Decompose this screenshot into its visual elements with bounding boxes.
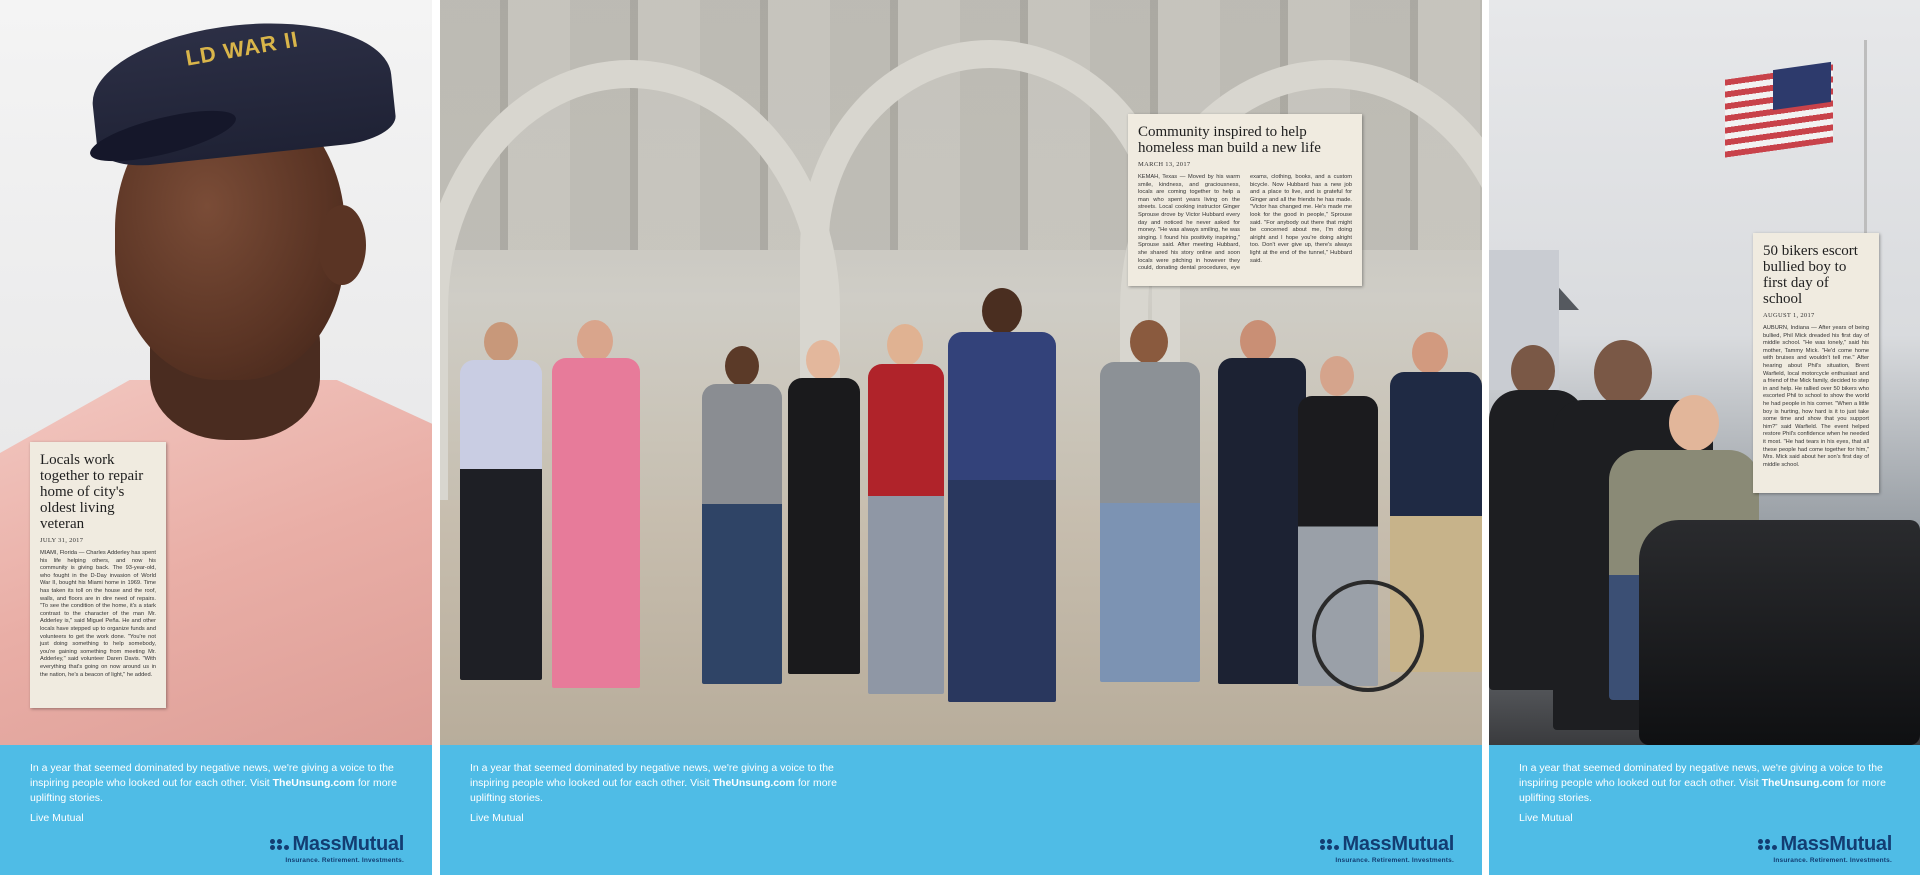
ad-panel-community [440, 0, 1482, 875]
unsung-link: TheUnsung.com [272, 777, 355, 789]
veteran-photo [0, 0, 432, 745]
massmutual-logo: MassMutual Insurance. Retirement. Investments. [1320, 833, 1454, 864]
clipping-date: JULY 31, 2017 [40, 537, 84, 544]
ad-footer [1489, 745, 1920, 875]
clipping-body: AUBURN, Indiana — After years of being bullied, Phil Mick dreaded his first day of middle school. "He was lonely," said his mother, Tammy Mick. "He'd come home with bruises and wouldn't tell me." After hearing about Phil's situation, Brent Warfield, local motorcycle enthusiast and a friend of the Mick family, decided to step in and help. He rallied over 50 bikers who escorted Phil to school to show the world he had people in his corner. "When a little boy is hurting, how hard is it to just take some time and show that you support him?" said Warfield. The event helped restore Phil's confidence when he needed it most. "He had tears in his eyes, that all these people had come together for him," Mrs. Mick said about her son's first day of middle school. [1763, 325, 1869, 468]
community-group-photo [440, 0, 1482, 745]
bikers-photo [1489, 0, 1920, 745]
ad-footer [440, 745, 1482, 875]
newspaper-clipping [1128, 114, 1362, 286]
footer-copy: In a year that seemed dominated by negative news, we're giving a voice to the inspiring people who looked out for each other. Visit TheUnsung.com for more uplifting stories. [30, 762, 397, 804]
clipping-body: KEMAH, Texas — Moved by his warm smile, kindness, and graciousness, locals are coming together to help a man who spent years living on the streets. Local cooking instructor Ginger Sprouse drove by Victor Hubbard every day and noticed he never asked for money. "He was always smiling, he was singing. I found his positivity inspiring," Sprouse said. After meeting Hubbard, she shared his story online and soon locals were pitching in however they could, donating dental procedures, eye exams, clothing, books, and a custom bicycle. Now Hubbard has a new job and a place to live, and is grateful for Ginger and all the friends he has made. "Victor has changed me. He's made me look for the good in people," Sprouse said. "For anybody out there that might be concerned about me, I'm doing alright and I hope you're doing alright too. Don't ever give up, there's always light at the end of the tunnel," Hubbard said. [1138, 174, 1352, 272]
clipping-headline: Locals work together to repair home of city's oldest living veteran [40, 452, 144, 532]
clipping-headline: Community inspired to help homeless man build a new life [1138, 124, 1321, 156]
live-mutual-tagline: Live Mutual [470, 812, 524, 824]
clipping-body: MIAMI, Florida — Charles Adderley has spent his life helping others, and now his community is giving back. The 93-year-old, who fought in the D-Day invasion of World War II, bought his Miami home in 1969. Time has taken its toll on the house and the roof, walls, and floors are in dire need of repairs. "To see the condition of the home, it's a stark contrast to the character of the man Mr. Adderley is," said Miguel Peña. He and other locals have stepped up to organize funds and volunteers to get the work done. "You're not just doing something to help somebody, you're gaining something from meeting Mr. Adderley," said volunteer Daren Davis. "With everything that's going on now around us in the nation, he's a beacon of light," he added. [40, 550, 156, 678]
clipping-date: MARCH 13, 2017 [1138, 161, 1191, 168]
bicycle-wheel [1312, 580, 1424, 692]
ad-footer [0, 745, 432, 875]
footer-copy: In a year that seemed dominated by negative news, we're giving a voice to the inspiring people who looked out for each other. Visit TheUnsung.com for more uplifting stories. [1519, 762, 1886, 804]
massmutual-logo: MassMutual Insurance. Retirement. Investments. [1758, 833, 1892, 864]
logo-tagline: Insurance. Retirement. Investments. [1335, 857, 1454, 864]
massmutual-dots-logo-icon [1320, 839, 1339, 850]
clipping-headline: 50 bikers escort bullied boy to first day of school [1763, 243, 1858, 307]
clipping-date: AUGUST 1, 2017 [1763, 312, 1815, 319]
live-mutual-tagline: Live Mutual [30, 812, 84, 824]
unsung-link: TheUnsung.com [712, 777, 795, 789]
newspaper-clipping [1753, 233, 1879, 493]
unsung-link: TheUnsung.com [1761, 777, 1844, 789]
cap-embroidery: LD WAR II [183, 26, 301, 71]
live-mutual-tagline: Live Mutual [1519, 812, 1573, 824]
logo-tagline: Insurance. Retirement. Investments. [285, 857, 404, 864]
massmutual-dots-logo-icon [270, 839, 289, 850]
logo-tagline: Insurance. Retirement. Investments. [1773, 857, 1892, 864]
massmutual-dots-logo-icon [1758, 839, 1777, 850]
newspaper-clipping [30, 442, 166, 708]
massmutual-logo: MassMutual Insurance. Retirement. Investments. [270, 833, 404, 864]
ad-panel-veteran [0, 0, 432, 875]
footer-copy: In a year that seemed dominated by negative news, we're giving a voice to the inspiring people who looked out for each other. Visit TheUnsung.com for more uplifting stories. [470, 762, 837, 804]
ad-panel-bikers [1489, 0, 1920, 875]
motorcycle [1639, 520, 1920, 745]
